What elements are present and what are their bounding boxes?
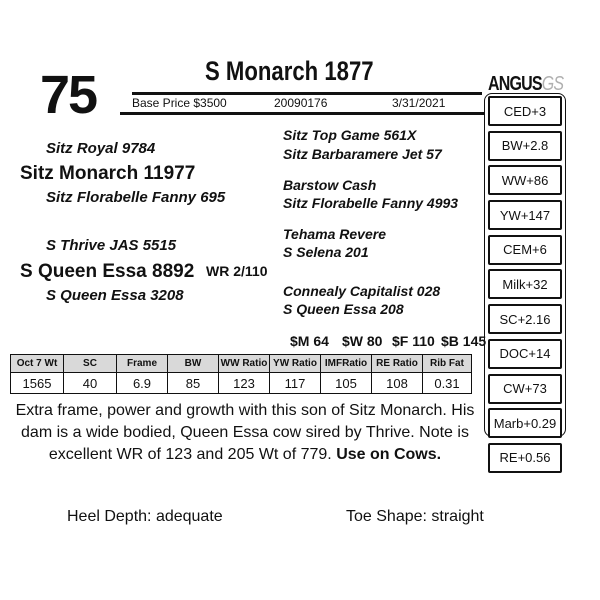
toe-shape: Toe Shape: straight xyxy=(346,508,484,525)
performance-header-row xyxy=(11,355,472,373)
epd-marb: Marb+0.29 xyxy=(488,408,562,438)
performance-table xyxy=(10,354,472,394)
title-rule xyxy=(132,92,482,95)
header-cell: Rib Fat xyxy=(423,355,472,373)
value-cell: 1565 xyxy=(11,373,64,394)
value-cell: 40 xyxy=(64,373,117,394)
epd-bw: BW+2.8 xyxy=(488,131,562,161)
header-cell: YW Ratio xyxy=(270,355,321,373)
epd-cw: CW+73 xyxy=(488,374,562,404)
sire-dam-sire: Barstow Cash xyxy=(283,177,377,193)
epd-cem: CEM+6 xyxy=(488,235,562,265)
base-price: Base Price $3500 xyxy=(132,96,227,110)
value-cell: 105 xyxy=(321,373,372,394)
angus-logo xyxy=(488,74,563,94)
dam-sire-dam: S Selena 201 xyxy=(283,244,369,260)
index-f: $F 110 xyxy=(392,333,435,349)
value-cell: 0.31 xyxy=(423,373,472,394)
dam-dam: S Queen Essa 3208 xyxy=(46,287,184,304)
epd-doc: DOC+14 xyxy=(488,339,562,369)
dam: S Queen Essa 8892 xyxy=(20,261,195,282)
detail-rule xyxy=(120,112,485,115)
epd-ww: WW+86 xyxy=(488,165,562,195)
value-cell: 6.9 xyxy=(117,373,168,394)
header-cell: Oct 7 Wt xyxy=(11,355,64,373)
description-emphasis: Use on Cows. xyxy=(336,446,442,463)
value-cell: 85 xyxy=(168,373,219,394)
sire-sire: Sitz Royal 9784 xyxy=(46,140,156,157)
registration-number: 20090176 xyxy=(274,96,328,110)
sire-sire-sire: Sitz Top Game 561X xyxy=(283,127,417,143)
epd-re: RE+0.56 xyxy=(488,443,562,473)
dam-sire: S Thrive JAS 5515 xyxy=(46,237,177,254)
sire: Sitz Monarch 11977 xyxy=(20,163,196,184)
sire-dam: Sitz Florabelle Fanny 695 xyxy=(46,189,226,206)
dam-sire-sire: Tehama Revere xyxy=(283,226,386,242)
header-cell: WW Ratio xyxy=(219,355,270,373)
header-cell: Frame xyxy=(117,355,168,373)
dam-wr: WR 2/110 xyxy=(206,263,268,279)
header-cell: SC xyxy=(64,355,117,373)
description xyxy=(10,400,480,466)
value-cell: 117 xyxy=(270,373,321,394)
heel-depth: Heel Depth: adequate xyxy=(67,508,223,525)
angus-logo-suffix: GS xyxy=(541,73,564,95)
detail-line xyxy=(132,96,452,112)
index-m: $M 64 xyxy=(290,333,329,349)
index-w: $W 80 xyxy=(342,333,383,349)
value-cell: 108 xyxy=(372,373,423,394)
epd-yw: YW+147 xyxy=(488,200,562,230)
dam-dam-dam: S Queen Essa 208 xyxy=(283,301,404,317)
dam-dam-sire: Connealy Capitalist 028 xyxy=(283,283,441,299)
angus-logo-text: ANGUS xyxy=(488,73,542,95)
birth-date: 3/31/2021 xyxy=(392,96,446,110)
sire-sire-dam: Sitz Barbaramere Jet 57 xyxy=(283,146,442,162)
epd-list xyxy=(488,96,562,478)
epd-ced: CED+3 xyxy=(488,96,562,126)
sire-dam-dam: Sitz Florabelle Fanny 4993 xyxy=(283,195,459,211)
value-cell: 123 xyxy=(219,373,270,394)
animal-name: S Monarch 1877 xyxy=(205,56,374,86)
index-b: $B 145 xyxy=(441,333,487,349)
performance-value-row xyxy=(11,373,472,394)
header-cell: RE Ratio xyxy=(372,355,423,373)
lot-number: 75 xyxy=(40,65,97,125)
epd-milk: Milk+32 xyxy=(488,269,562,299)
description-text: Extra frame, power and growth with this son of Sitz Monarch. His dam is a wide bodied, Queen Essa cow sired by Thrive. Note is excellent WR of 123 and 205 Wt of 779. xyxy=(15,402,475,463)
header-cell: BW xyxy=(168,355,219,373)
header-cell: IMFRatio xyxy=(321,355,372,373)
epd-sc: SC+2.16 xyxy=(488,304,562,334)
